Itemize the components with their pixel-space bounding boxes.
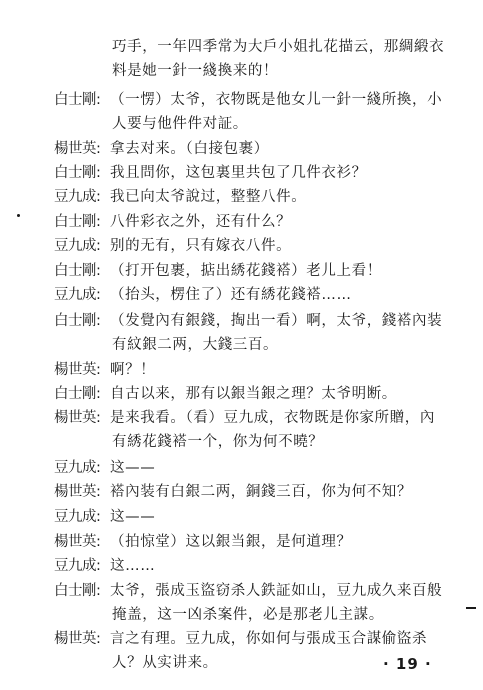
script-line xyxy=(0,88,483,112)
scan-dash xyxy=(466,607,476,609)
line-text: 有綉花錢褡一个，你为何不曉？ xyxy=(112,434,324,450)
line-text: （打开包裹，掂出綉花錢褡）老儿上看！ xyxy=(110,263,382,279)
line-text: 我已向太爷說过，整整八件。 xyxy=(110,189,307,205)
script-line xyxy=(0,579,483,603)
speaker-label: 豆九成: xyxy=(54,509,101,525)
line-text: （拍惊堂）这以銀当銀，是何道理？ xyxy=(110,534,352,550)
script-line xyxy=(0,210,483,234)
speaker-label: 楊世英: xyxy=(54,631,101,647)
speaker-label: 楊世英: xyxy=(54,484,101,500)
speaker-label: 豆九成: xyxy=(54,238,101,254)
speaker-label: 豆九成: xyxy=(54,189,101,205)
line-text: 啊？！ xyxy=(110,362,156,378)
line-text: 太爷，張成玉盜窃杀人鉄証如山，豆九成久来百般 xyxy=(110,583,443,599)
speaker-label: 楊世英: xyxy=(54,534,101,550)
script-line xyxy=(0,430,483,454)
script-line xyxy=(0,406,483,430)
line-text: 有紋銀二两，大錢三百。 xyxy=(112,337,279,353)
script-line xyxy=(0,259,483,283)
script-line xyxy=(0,480,483,504)
script-line xyxy=(0,112,483,136)
script-line xyxy=(0,309,483,333)
script-line xyxy=(0,185,483,209)
script-line xyxy=(0,530,483,554)
line-text: （一愣）太爷，衣物既是他女儿一針一綫所換，小 xyxy=(110,92,443,108)
script-line xyxy=(0,603,483,627)
script-line xyxy=(0,35,483,59)
line-text: 言之有理。豆九成，你如何与張成玉合謀偷盜杀 xyxy=(110,631,428,647)
script-line xyxy=(0,382,483,406)
script-line xyxy=(0,554,483,578)
line-text: （发覺內有銀錢，掏出一看）啊，太爷，錢褡內装 xyxy=(110,313,443,329)
line-text: 拿去对来。（白接包裹） xyxy=(110,141,269,157)
line-text: 人？从实讲来。 xyxy=(112,655,218,671)
line-text: 八件彩衣之外，还有什么？ xyxy=(110,214,292,230)
line-text: 掩盖，这一凶杀案件，必是那老儿主謀。 xyxy=(112,607,384,623)
line-text: 巧手，一年四季常为大戶小姐扎花描云，那綢緞衣 xyxy=(112,39,445,55)
scan-speck xyxy=(17,214,20,217)
line-text: 这—— xyxy=(110,460,156,476)
script-line xyxy=(0,234,483,258)
speaker-label: 白士剛: xyxy=(54,583,101,599)
line-text: 我且問你，这包裏里共包了几件衣衫？ xyxy=(110,165,367,181)
script-line xyxy=(0,456,483,480)
line-text: （抬头，楞住了）还有綉花錢褡…… xyxy=(110,287,352,303)
speaker-label: 白士剛: xyxy=(54,214,101,230)
speaker-label: 楊世英: xyxy=(54,141,101,157)
script-line xyxy=(0,333,483,357)
speaker-label: 豆九成: xyxy=(54,287,101,303)
line-text: 褡內装有白銀二两，銅錢三百，你为何不知？ xyxy=(110,484,412,500)
line-text: 人要与他件件对証。 xyxy=(112,116,248,132)
script-line xyxy=(0,283,483,307)
line-text: 别的无有，只有嫁衣八件。 xyxy=(110,238,292,254)
script-line xyxy=(0,137,483,161)
page-number: · 19 · xyxy=(383,655,432,673)
line-text: 这—— xyxy=(110,509,156,525)
line-text: 是来我看。（看）豆九成，衣物既是你家所贈，內 xyxy=(110,410,435,426)
script-line xyxy=(0,505,483,529)
line-text: 这…… xyxy=(110,558,156,574)
speaker-label: 白士剛: xyxy=(54,165,101,181)
speaker-label: 楊世英: xyxy=(54,410,101,426)
script-line xyxy=(0,627,483,651)
speaker-label: 白士剛: xyxy=(54,313,101,329)
speaker-label: 豆九成: xyxy=(54,460,101,476)
speaker-label: 白士剛: xyxy=(54,386,101,402)
speaker-label: 白士剛: xyxy=(54,92,101,108)
line-text: 自古以来，那有以銀当銀之理？太爷明断。 xyxy=(110,386,397,402)
script-line xyxy=(0,161,483,185)
speaker-label: 白士剛: xyxy=(54,263,101,279)
speaker-label: 楊世英: xyxy=(54,362,101,378)
script-line xyxy=(0,59,483,83)
speaker-label: 豆九成: xyxy=(54,558,101,574)
line-text: 料是她一針一綫換来的！ xyxy=(112,63,279,79)
script-line xyxy=(0,358,483,382)
